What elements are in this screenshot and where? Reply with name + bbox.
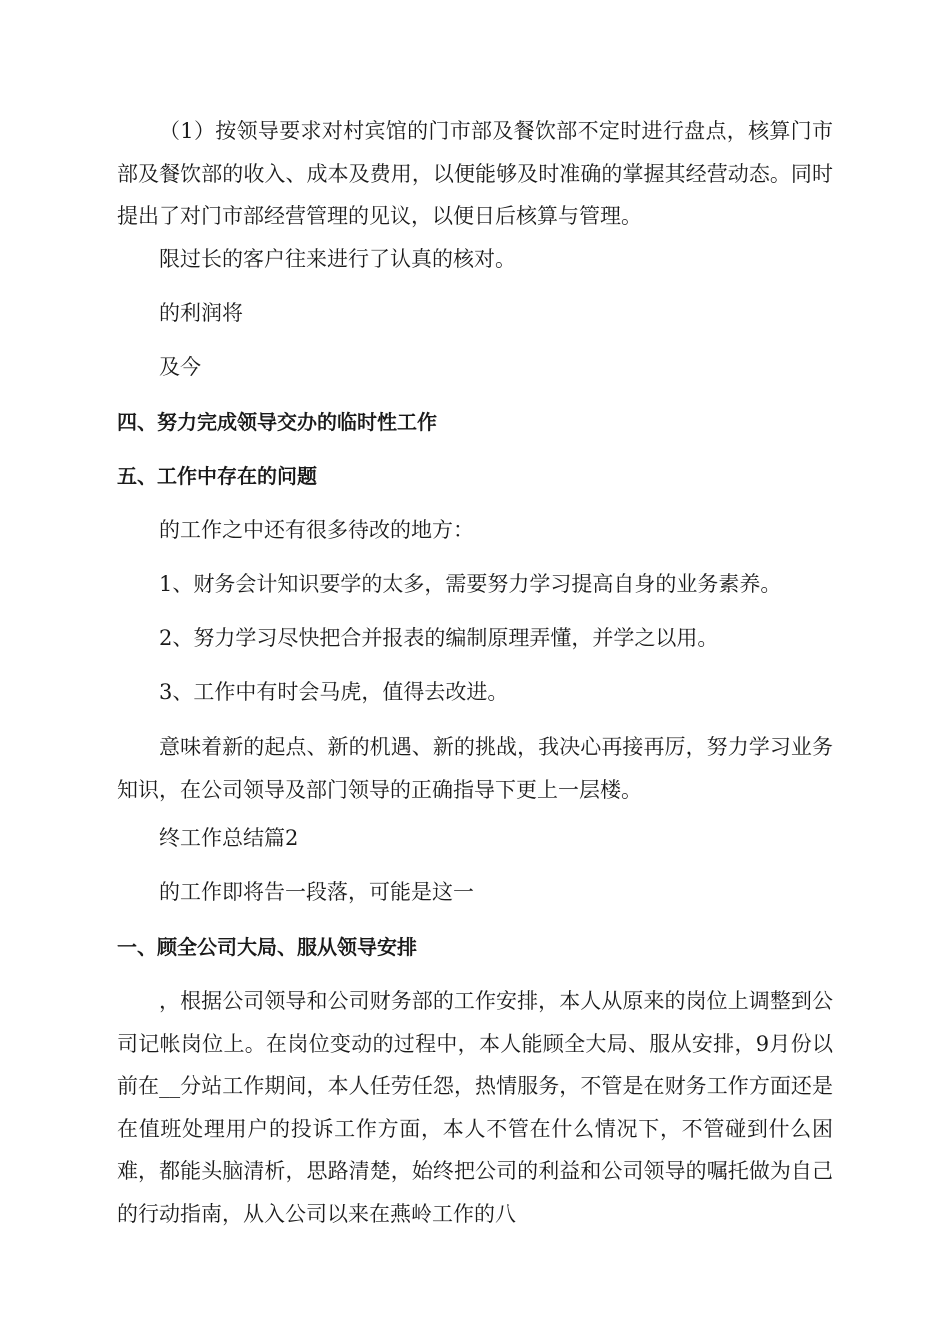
list-item-1: 1、财务会计知识要学的太多，需要努力学习提高自身的业务素养。: [159, 572, 782, 596]
paragraph-job-transfer: ，根据公司领导和公司财务部的工作安排，本人从原来的岗位上调整到公司记帐岗位上。在岗位变动的过程中，本人能顾全大局、服从安排，9月份以前在__分站工作期间，本人任劳任怨，热情服务，不管是在财务工作方面还是在值班处理用户的投诉工作方面，本人不管在什么情况下，不管碰到什么困难，都能头脑清析，思路清楚，始终把公司的利益和公司领导的嘱托做为自己的行动指南，从入公司以来在燕岭工作的八: [117, 989, 833, 1226]
paragraph-profit: 的利润将: [159, 301, 243, 325]
paragraph-reconciliation: 限过长的客户往来进行了认真的核对。: [159, 247, 516, 271]
section-heading-1: 一、顾全公司大局、服从领导安排: [117, 935, 417, 959]
list-item-2: 2、努力学习尽快把合并报表的编制原理弄懂，并学之以用。: [159, 626, 719, 650]
section-heading-5: 五、工作中存在的问题: [117, 464, 317, 488]
paragraph-inventory: （1）按领导要求对村宾馆的门市部及餐饮部不定时进行盘点，核算门市部及餐饮部的收入、成本及费用，以便能够及时准确的掌握其经营动态。同时提出了对门市部经营管理的见议，以便日后核算与管理。: [117, 119, 833, 228]
list-item-3: 3、工作中有时会马虎，值得去改进。: [159, 680, 509, 704]
article-title-2: 终工作总结篇2: [159, 826, 299, 850]
paragraph-opening: 的工作即将告一段落，可能是这一: [159, 880, 474, 904]
paragraph-problems-intro: 的工作之中还有很多待改的地方：: [159, 518, 474, 542]
section-heading-4: 四、努力完成领导交办的临时性工作: [117, 410, 437, 434]
paragraph-fragment: 及今: [159, 355, 201, 379]
paragraph-resolution: 意味着新的起点、新的机遇、新的挑战，我决心再接再厉，努力学习业务知识，在公司领导及部门领导的正确指导下更上一层楼。: [117, 735, 833, 802]
